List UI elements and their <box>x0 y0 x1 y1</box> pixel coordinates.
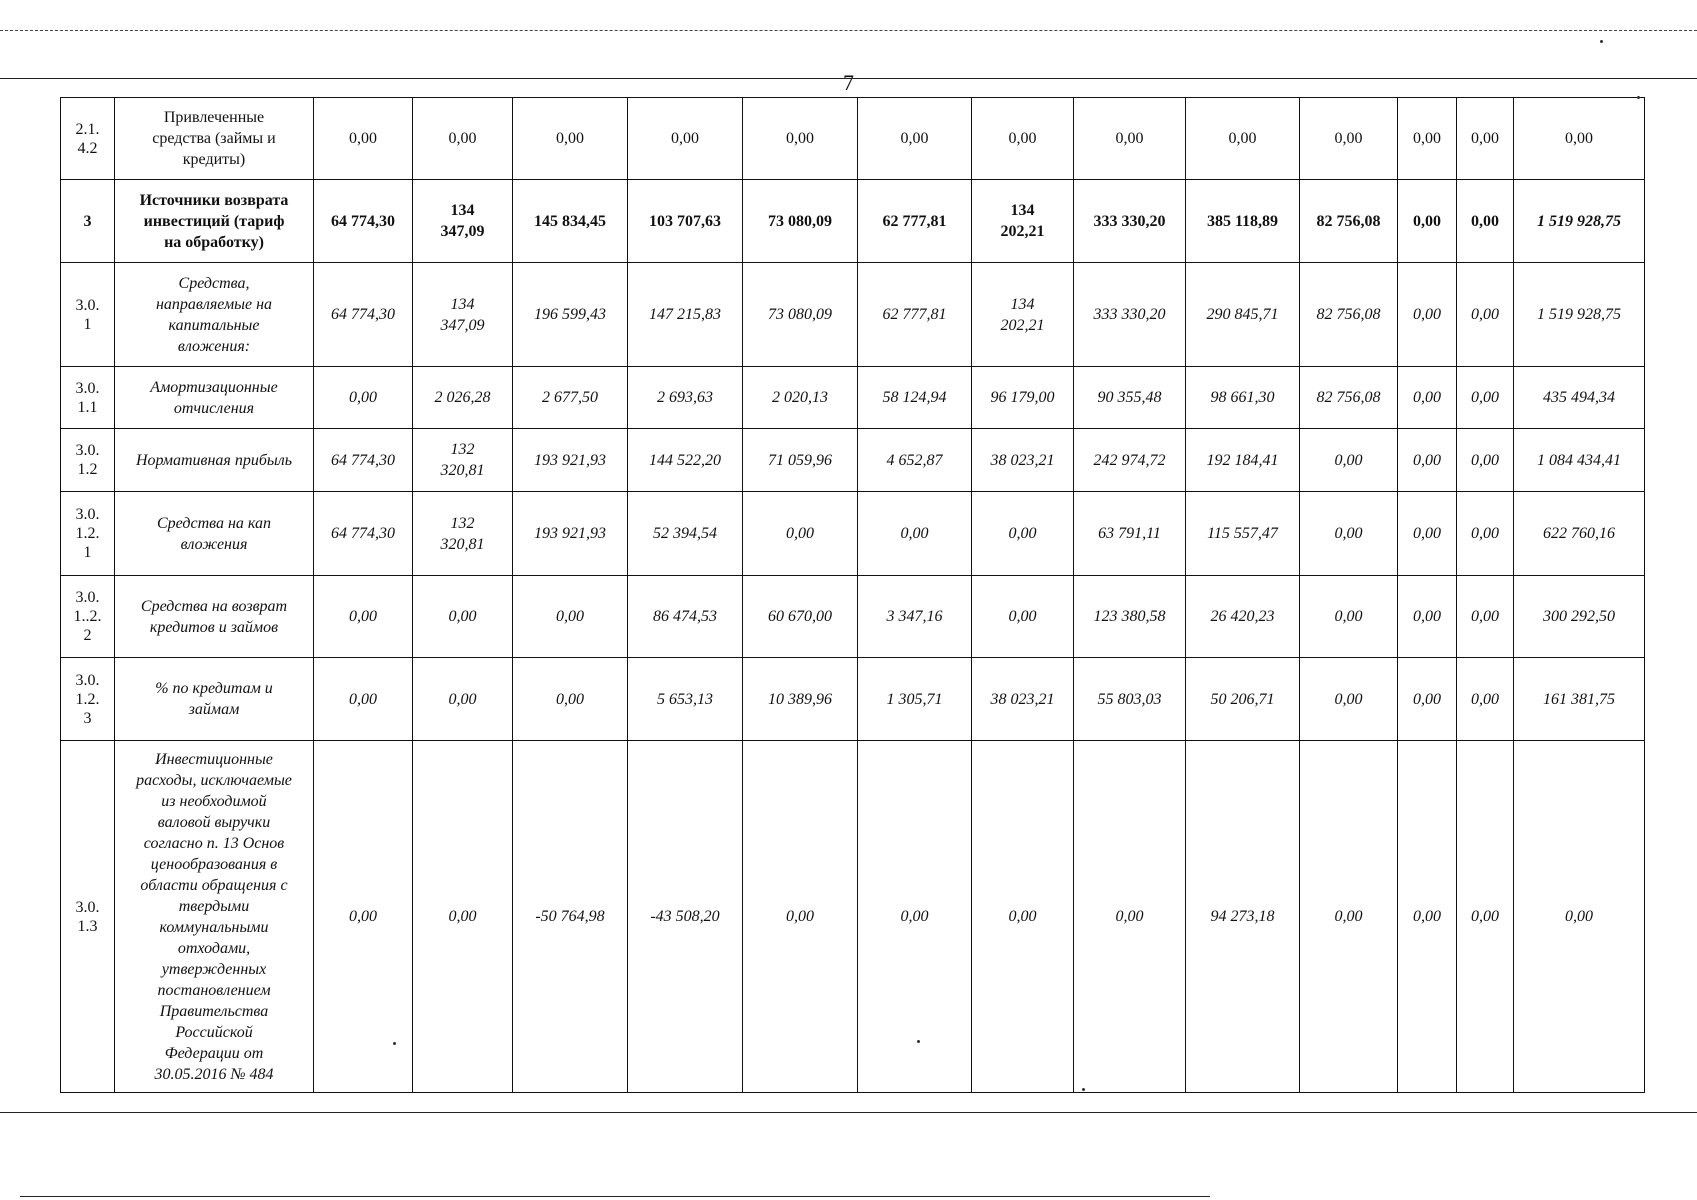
row-value-cell: 144 522,20 <box>628 429 743 492</box>
row-value-cell: 0,00 <box>1398 263 1457 367</box>
scan-bottom-line <box>0 1112 1697 1113</box>
row-value-cell: 0,00 <box>1457 180 1514 263</box>
row-value-cell: 0,00 <box>413 576 513 658</box>
page-number: 7 <box>843 70 854 95</box>
row-value-cell: 73 080,09 <box>743 180 858 263</box>
row-value-cell: 333 330,20 <box>1074 180 1186 263</box>
row-value-cell: 0,00 <box>314 367 413 429</box>
row-value-cell: 0,00 <box>1457 576 1514 658</box>
row-value-cell: 0,00 <box>413 741 513 1093</box>
row-label-cell: Средства на кап вложения <box>115 492 314 576</box>
row-total-cell: 300 292,50 <box>1514 576 1645 658</box>
row-value-cell: 4 652,87 <box>858 429 972 492</box>
row-value-cell: 0,00 <box>513 98 628 180</box>
row-value-cell: 0,00 <box>1398 429 1457 492</box>
row-value-cell: 5 653,13 <box>628 658 743 741</box>
table-row <box>61 180 1645 263</box>
row-value-cell: 38 023,21 <box>972 429 1074 492</box>
row-value-cell: 0,00 <box>743 741 858 1093</box>
row-value-cell: 0,00 <box>1457 98 1514 180</box>
row-value-cell: 0,00 <box>1457 741 1514 1093</box>
row-code-cell: 3.0. 1 <box>61 263 115 367</box>
row-value-cell: 115 557,47 <box>1186 492 1300 576</box>
row-code-cell: 3.0. 1..2. 2 <box>61 576 115 658</box>
row-value-cell: 94 273,18 <box>1186 741 1300 1093</box>
row-value-cell: 62 777,81 <box>858 180 972 263</box>
row-value-cell: 2 693,63 <box>628 367 743 429</box>
row-value-cell: 0,00 <box>743 98 858 180</box>
row-value-cell: 147 215,83 <box>628 263 743 367</box>
row-value-cell: 64 774,30 <box>314 180 413 263</box>
scan-speck <box>917 1040 920 1043</box>
row-code-cell: 3.0. 1.2. 3 <box>61 658 115 741</box>
row-label-cell: Амортизационные отчисления <box>115 367 314 429</box>
row-label-cell: Средства, направляемые на капитальные вложения: <box>115 263 314 367</box>
row-value-cell: 123 380,58 <box>1074 576 1186 658</box>
row-value-cell: 26 420,23 <box>1186 576 1300 658</box>
row-value-cell: 2 020,13 <box>743 367 858 429</box>
row-value-cell: 0,00 <box>513 658 628 741</box>
row-label-cell: Источники возврата инвестиций (тариф на обработку) <box>115 180 314 263</box>
row-value-cell: 132 320,81 <box>413 492 513 576</box>
row-total-cell: 0,00 <box>1514 98 1645 180</box>
table-row <box>61 98 1645 180</box>
row-value-cell: 0,00 <box>1398 180 1457 263</box>
row-value-cell: 0,00 <box>972 492 1074 576</box>
row-value-cell: 0,00 <box>314 741 413 1093</box>
row-value-cell: 2 677,50 <box>513 367 628 429</box>
row-value-cell: 63 791,11 <box>1074 492 1186 576</box>
row-value-cell: 38 023,21 <box>972 658 1074 741</box>
row-value-cell: -50 764,98 <box>513 741 628 1093</box>
row-value-cell: 192 184,41 <box>1186 429 1300 492</box>
row-value-cell: 0,00 <box>1186 98 1300 180</box>
row-value-cell: 98 661,30 <box>1186 367 1300 429</box>
row-label-cell: % по кредитам и займам <box>115 658 314 741</box>
row-value-cell: 196 599,43 <box>513 263 628 367</box>
row-total-cell: 435 494,34 <box>1514 367 1645 429</box>
row-code-cell: 3 <box>61 180 115 263</box>
row-value-cell: 0,00 <box>858 741 972 1093</box>
row-total-cell: 1 519 928,75 <box>1514 180 1645 263</box>
row-value-cell: 64 774,30 <box>314 429 413 492</box>
row-value-cell: 134 347,09 <box>413 180 513 263</box>
row-value-cell: 0,00 <box>1398 576 1457 658</box>
row-value-cell: 90 355,48 <box>1074 367 1186 429</box>
row-value-cell: 0,00 <box>1300 576 1398 658</box>
row-value-cell: 55 803,03 <box>1074 658 1186 741</box>
row-value-cell: 0,00 <box>413 658 513 741</box>
row-value-cell: 134 347,09 <box>413 263 513 367</box>
row-value-cell: 0,00 <box>1398 741 1457 1093</box>
scan-speck <box>393 1042 396 1045</box>
row-total-cell: 0,00 <box>1514 741 1645 1093</box>
row-label-cell: Нормативная прибыль <box>115 429 314 492</box>
row-value-cell: 0,00 <box>1398 492 1457 576</box>
table-row <box>61 367 1645 429</box>
row-value-cell: 64 774,30 <box>314 263 413 367</box>
row-value-cell: 0,00 <box>743 492 858 576</box>
table-row <box>61 576 1645 658</box>
row-value-cell: 132 320,81 <box>413 429 513 492</box>
row-value-cell: 52 394,54 <box>628 492 743 576</box>
row-value-cell: 0,00 <box>972 98 1074 180</box>
row-value-cell: 0,00 <box>1398 98 1457 180</box>
row-value-cell: 0,00 <box>1074 98 1186 180</box>
row-value-cell: 0,00 <box>1300 741 1398 1093</box>
row-value-cell: 62 777,81 <box>858 263 972 367</box>
row-total-cell: 1 084 434,41 <box>1514 429 1645 492</box>
row-value-cell: 60 670,00 <box>743 576 858 658</box>
row-value-cell: 50 206,71 <box>1186 658 1300 741</box>
row-value-cell: 0,00 <box>1074 741 1186 1093</box>
row-label-cell: Инвестиционные расходы, исключаемые из необходимой валовой выручки согласно п. 13 Основ ценообразования в области обращения с твердыми коммунальными отходами, утвержденных постановлением Правительства Российской Федерации от 30.05.2016 № 484 <box>115 741 314 1093</box>
row-value-cell: 0,00 <box>413 98 513 180</box>
row-code-cell: 3.0. 1.2. 1 <box>61 492 115 576</box>
row-value-cell: 10 389,96 <box>743 658 858 741</box>
row-value-cell: 193 921,93 <box>513 492 628 576</box>
row-value-cell: 0,00 <box>1398 658 1457 741</box>
row-total-cell: 622 760,16 <box>1514 492 1645 576</box>
row-value-cell: 64 774,30 <box>314 492 413 576</box>
row-value-cell: 134 202,21 <box>972 180 1074 263</box>
row-value-cell: 0,00 <box>1300 658 1398 741</box>
row-value-cell: 0,00 <box>1457 367 1514 429</box>
row-value-cell: 0,00 <box>972 741 1074 1093</box>
scan-speck <box>1637 96 1640 99</box>
row-value-cell: 385 118,89 <box>1186 180 1300 263</box>
row-value-cell: 0,00 <box>1300 492 1398 576</box>
row-value-cell: 333 330,20 <box>1074 263 1186 367</box>
row-value-cell: 145 834,45 <box>513 180 628 263</box>
row-value-cell: 0,00 <box>1398 367 1457 429</box>
table-row <box>61 429 1645 492</box>
row-label-cell: Средства на возврат кредитов и займов <box>115 576 314 658</box>
scan-footer-line <box>20 1196 1210 1197</box>
row-value-cell: 0,00 <box>1457 429 1514 492</box>
row-value-cell: 0,00 <box>1457 658 1514 741</box>
table-row <box>61 492 1645 576</box>
row-value-cell: 0,00 <box>314 658 413 741</box>
row-total-cell: 161 381,75 <box>1514 658 1645 741</box>
row-value-cell: 0,00 <box>628 98 743 180</box>
row-value-cell: 71 059,96 <box>743 429 858 492</box>
scan-top-dashed-line <box>0 30 1697 31</box>
row-code-cell: 3.0. 1.3 <box>61 741 115 1093</box>
row-value-cell: 82 756,08 <box>1300 367 1398 429</box>
row-value-cell: 3 347,16 <box>858 576 972 658</box>
row-code-cell: 3.0. 1.2 <box>61 429 115 492</box>
row-value-cell: 1 305,71 <box>858 658 972 741</box>
row-value-cell: 86 474,53 <box>628 576 743 658</box>
scan-speck <box>1082 1088 1085 1091</box>
row-code-cell: 2.1. 4.2 <box>61 98 115 180</box>
investment-table <box>60 97 1645 1093</box>
row-value-cell: 0,00 <box>314 576 413 658</box>
row-value-cell: -43 508,20 <box>628 741 743 1093</box>
row-value-cell: 82 756,08 <box>1300 263 1398 367</box>
row-value-cell: 0,00 <box>1457 263 1514 367</box>
table-row <box>61 741 1645 1093</box>
row-value-cell: 58 124,94 <box>858 367 972 429</box>
row-value-cell: 134 202,21 <box>972 263 1074 367</box>
row-value-cell: 0,00 <box>1300 98 1398 180</box>
row-value-cell: 0,00 <box>972 576 1074 658</box>
row-value-cell: 73 080,09 <box>743 263 858 367</box>
row-value-cell: 242 974,72 <box>1074 429 1186 492</box>
row-value-cell: 0,00 <box>1300 429 1398 492</box>
row-value-cell: 0,00 <box>858 492 972 576</box>
row-code-cell: 3.0. 1.1 <box>61 367 115 429</box>
row-value-cell: 193 921,93 <box>513 429 628 492</box>
row-total-cell: 1 519 928,75 <box>1514 263 1645 367</box>
table-row <box>61 658 1645 741</box>
row-label-cell: Привлеченные средства (займы и кредиты) <box>115 98 314 180</box>
table-body <box>61 98 1645 1093</box>
row-value-cell: 0,00 <box>858 98 972 180</box>
row-value-cell: 96 179,00 <box>972 367 1074 429</box>
row-value-cell: 2 026,28 <box>413 367 513 429</box>
scan-speck <box>1600 40 1603 43</box>
table-row <box>61 263 1645 367</box>
row-value-cell: 0,00 <box>1457 492 1514 576</box>
row-value-cell: 103 707,63 <box>628 180 743 263</box>
row-value-cell: 82 756,08 <box>1300 180 1398 263</box>
row-value-cell: 290 845,71 <box>1186 263 1300 367</box>
row-value-cell: 0,00 <box>314 98 413 180</box>
row-value-cell: 0,00 <box>513 576 628 658</box>
